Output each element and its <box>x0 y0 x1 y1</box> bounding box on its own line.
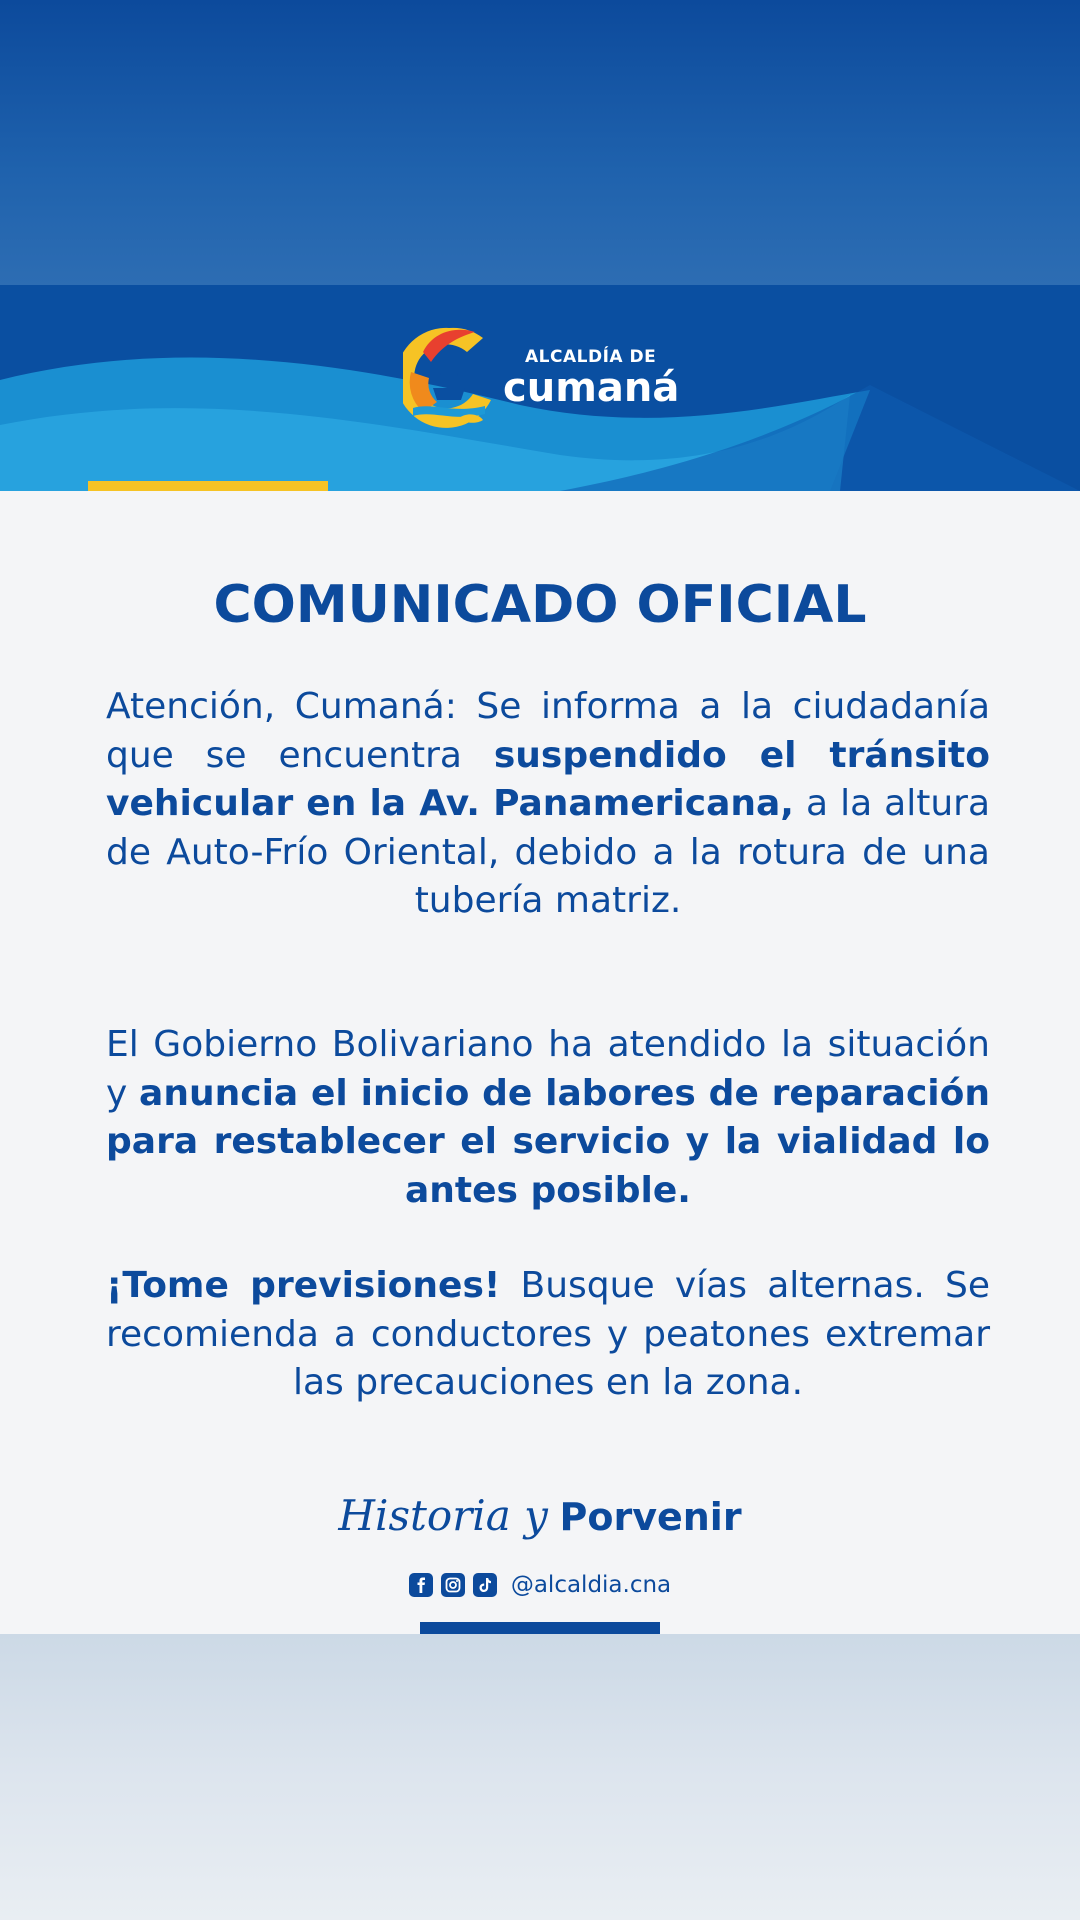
instagram-icon[interactable] <box>441 1573 465 1597</box>
notice-title: COMUNICADO OFICIAL <box>213 575 867 635</box>
paragraph-2 <box>106 1021 990 1215</box>
tiktok-icon[interactable] <box>473 1573 497 1597</box>
paragraph-3 <box>106 1262 990 1408</box>
facebook-icon[interactable] <box>409 1573 433 1597</box>
p1-text-1: Atención, Cumaná: Se informa a la ciudadanía que se encuentra <box>106 686 990 776</box>
logo-text <box>503 346 680 411</box>
p3-text-1: Busque vías alternas. Se recomienda a conductores y peatones extremar las precauciones en la zona. <box>106 1265 990 1403</box>
social-handle[interactable]: @alcaldia.cna <box>510 1572 672 1598</box>
alcaldia-logo <box>403 322 683 434</box>
top-background <box>0 0 1080 285</box>
p1-bold-1: suspendido el tránsito vehicular en la Av. Panamericana, <box>106 734 990 824</box>
p1-text-2: a la altura de Auto-Frío Oriental, debido a la rotura de una tubería matriz. <box>106 783 991 921</box>
paragraph-1 <box>106 683 990 926</box>
logo-line1: ALCALDÍA DE <box>525 346 657 367</box>
social-row <box>0 1572 1080 1598</box>
bottom-background <box>0 1634 1080 1920</box>
p2-bold-1: anuncia el inicio de labores de reparación para restablecer el servicio y la vialidad lo antes posible. <box>106 1072 990 1211</box>
logo-line2: cumaná <box>503 364 680 411</box>
tagline-bold: Porvenir <box>559 1495 742 1539</box>
p2-text-1: El Gobierno Bolivariano ha atendido la situación y <box>106 1024 990 1114</box>
tagline <box>0 1488 1080 1545</box>
tagline-italic: Historia y <box>338 1491 548 1540</box>
logo-emblem-icon <box>403 322 495 434</box>
p3-bold-1: ¡Tome previsiones! <box>106 1265 501 1306</box>
